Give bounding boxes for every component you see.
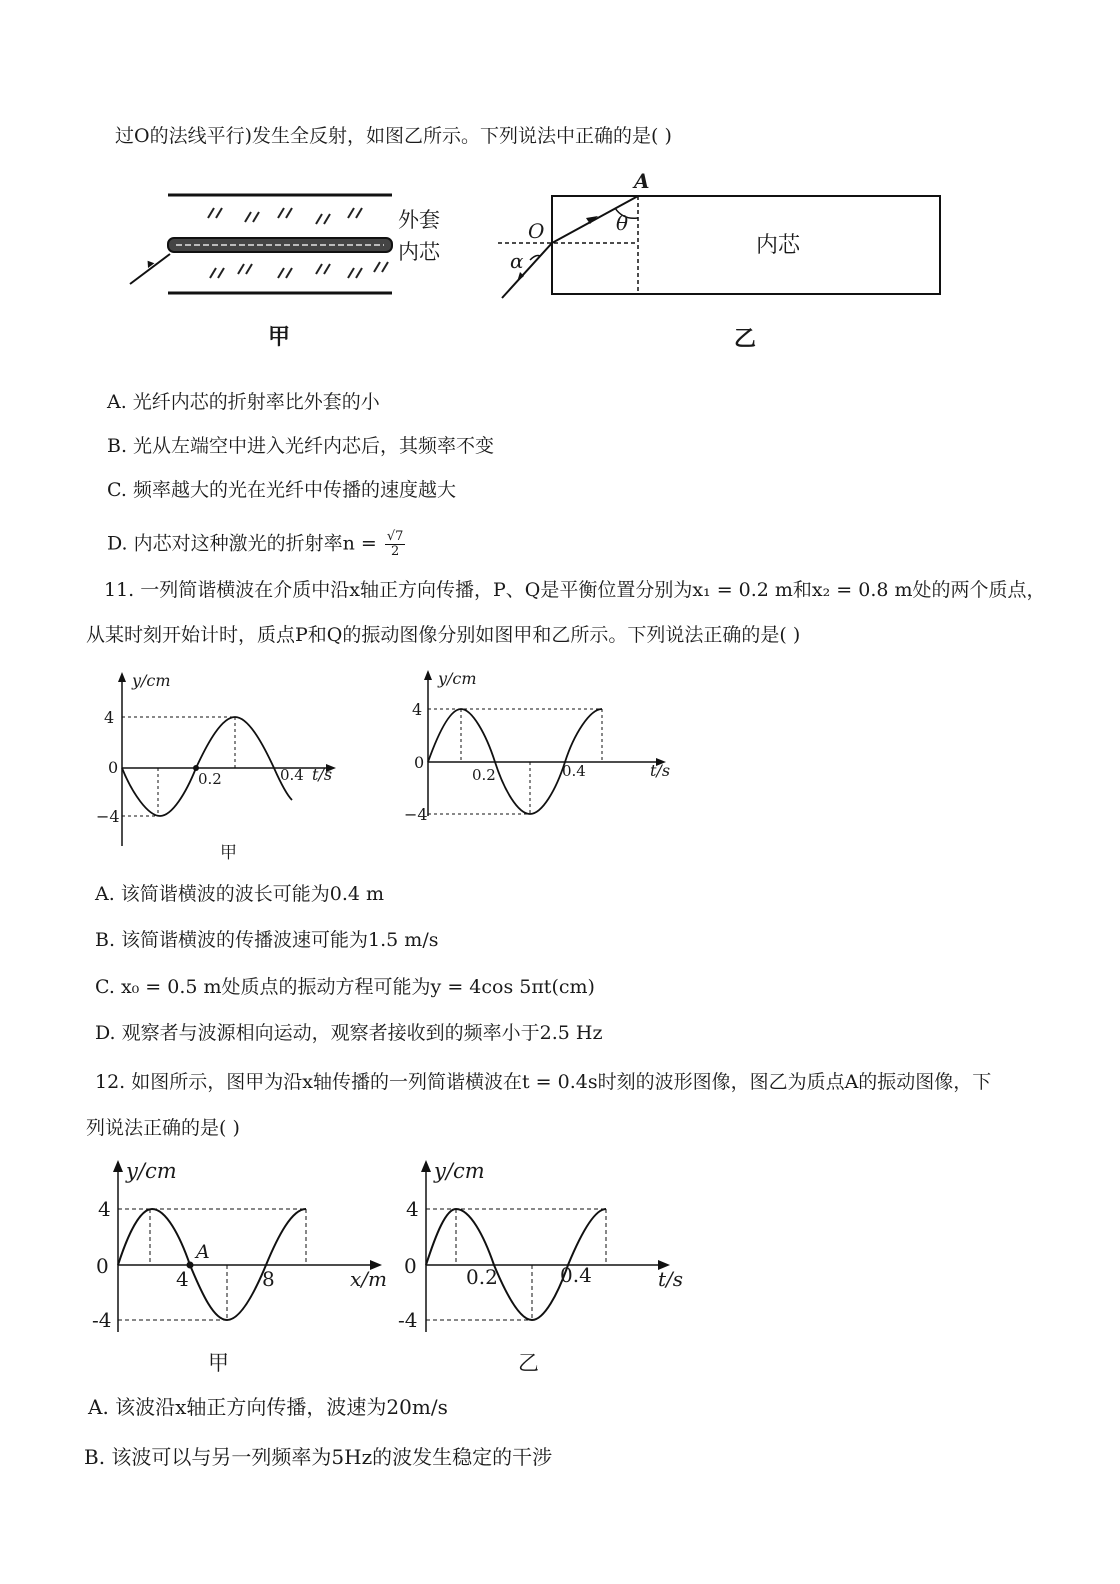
q11-option-c: C. x₀ = 0.5 m处质点的振动方程可能为y = 4cos 5πt(cm): [95, 976, 595, 998]
x-tick-8: 8: [262, 1267, 275, 1291]
t-tick-0.4: 0.4: [562, 762, 586, 780]
y-tick-0: 0: [108, 758, 119, 777]
q12-stem-line2: 列说法正确的是( ): [86, 1117, 240, 1139]
point-a-label: A: [634, 169, 650, 193]
caption-jia: 甲: [208, 1351, 229, 1374]
ylabel: y/cm: [438, 669, 477, 688]
inner-core-label: 内芯: [398, 240, 440, 264]
point-a-label: A: [196, 1241, 210, 1263]
q11-stem-line2: 从某时刻开始计时，质点P和Q的振动图像分别如图甲和乙所示。下列说法正确的是( ): [86, 624, 801, 646]
caption-yi: 乙: [518, 1351, 539, 1374]
q10-option-d-prefix: D. 内芯对这种激光的折射率n =: [107, 532, 383, 555]
q11-option-d: D. 观察者与波源相向运动，观察者接收到的频率小于2.5 Hz: [95, 1022, 603, 1044]
y-tick-neg4: −4: [404, 805, 428, 824]
fig-caption-jia: 甲: [268, 324, 291, 350]
y-tick-neg4: -4: [92, 1308, 112, 1332]
y-tick-4: 4: [406, 1197, 419, 1221]
y-tick-neg4: −4: [96, 807, 120, 826]
t-tick-0.2: 0.2: [466, 1265, 498, 1289]
q11-option-b: B. 该简谐横波的传播波速可能为1.5 m/s: [95, 929, 439, 951]
y-tick-4: 4: [98, 1197, 111, 1221]
t-tick-0.2: 0.2: [472, 766, 496, 784]
q10-intro: 过O的法线平行)发生全反射，如图乙所示。下列说法中正确的是( ): [115, 125, 672, 147]
q12-stem-line1: 12. 如图所示，图甲为沿x轴传播的一列简谐横波在t = 0.4s时刻的波形图像，图乙为质点A的振动图像，下: [95, 1071, 992, 1093]
ylabel: y/cm: [434, 1159, 485, 1183]
fiber-figure-jia: [120, 180, 460, 350]
q12-option-a: A. 该波沿x轴正方向传播，波速为20m/s: [88, 1395, 448, 1419]
angle-theta-label: θ: [616, 211, 629, 235]
fiber-figure-yi: [490, 168, 960, 356]
y-tick-neg4: -4: [398, 1308, 418, 1332]
t-tick-0.2: 0.2: [198, 770, 222, 788]
t-tick-0.4: 0.4: [280, 766, 304, 784]
x-tick-4: 4: [176, 1267, 189, 1291]
q12-graph-yi: [396, 1152, 696, 1374]
fraction-numerator: √7: [386, 529, 404, 544]
ylabel: y/cm: [132, 671, 171, 690]
fraction: [385, 530, 406, 559]
xlabel: x/m: [350, 1267, 387, 1291]
y-tick-4: 4: [104, 708, 115, 727]
fig-caption-yi: 乙: [734, 326, 757, 352]
q10-option-a: A. 光纤内芯的折射率比外套的小: [107, 391, 380, 413]
xlabel: t/s: [650, 761, 671, 780]
caption-jia: 甲: [220, 843, 237, 863]
xlabel: t/s: [312, 765, 333, 784]
t-tick-0.4: 0.4: [560, 1263, 592, 1287]
core-label: 内芯: [756, 233, 801, 258]
q10-option-d: [107, 530, 405, 559]
y-tick-0: 0: [404, 1254, 417, 1278]
q12-graph-jia: [88, 1152, 398, 1374]
angle-alpha-label: α: [510, 249, 524, 273]
xlabel: t/s: [658, 1267, 684, 1291]
q10-option-c: C. 频率越大的光在光纤中传播的速度越大: [107, 479, 456, 501]
q12-option-b: B. 该波可以与另一列频率为5Hz的波发生稳定的干涉: [84, 1445, 553, 1469]
point-o-label: O: [528, 219, 545, 243]
y-tick-4: 4: [412, 700, 423, 719]
y-tick-0: 0: [96, 1254, 109, 1278]
outer-sheath-label: 外套: [398, 208, 440, 232]
fraction-denominator: 2: [391, 544, 400, 559]
ylabel: y/cm: [126, 1159, 177, 1183]
q10-option-b: B. 光从左端空中进入光纤内芯后，其频率不变: [107, 435, 495, 457]
q11-stem-line1: 11. 一列简谐横波在介质中沿x轴正方向传播，P、Q是平衡位置分别为x₁ = 0.2 m和x₂ = 0.8 m处的两个质点，: [104, 579, 1046, 601]
q11-graph-jia: [90, 668, 350, 868]
q11-graph-yi: [402, 666, 678, 826]
q11-option-a: A. 该简谐横波的波长可能为0.4 m: [95, 883, 385, 905]
y-tick-0: 0: [414, 753, 425, 772]
